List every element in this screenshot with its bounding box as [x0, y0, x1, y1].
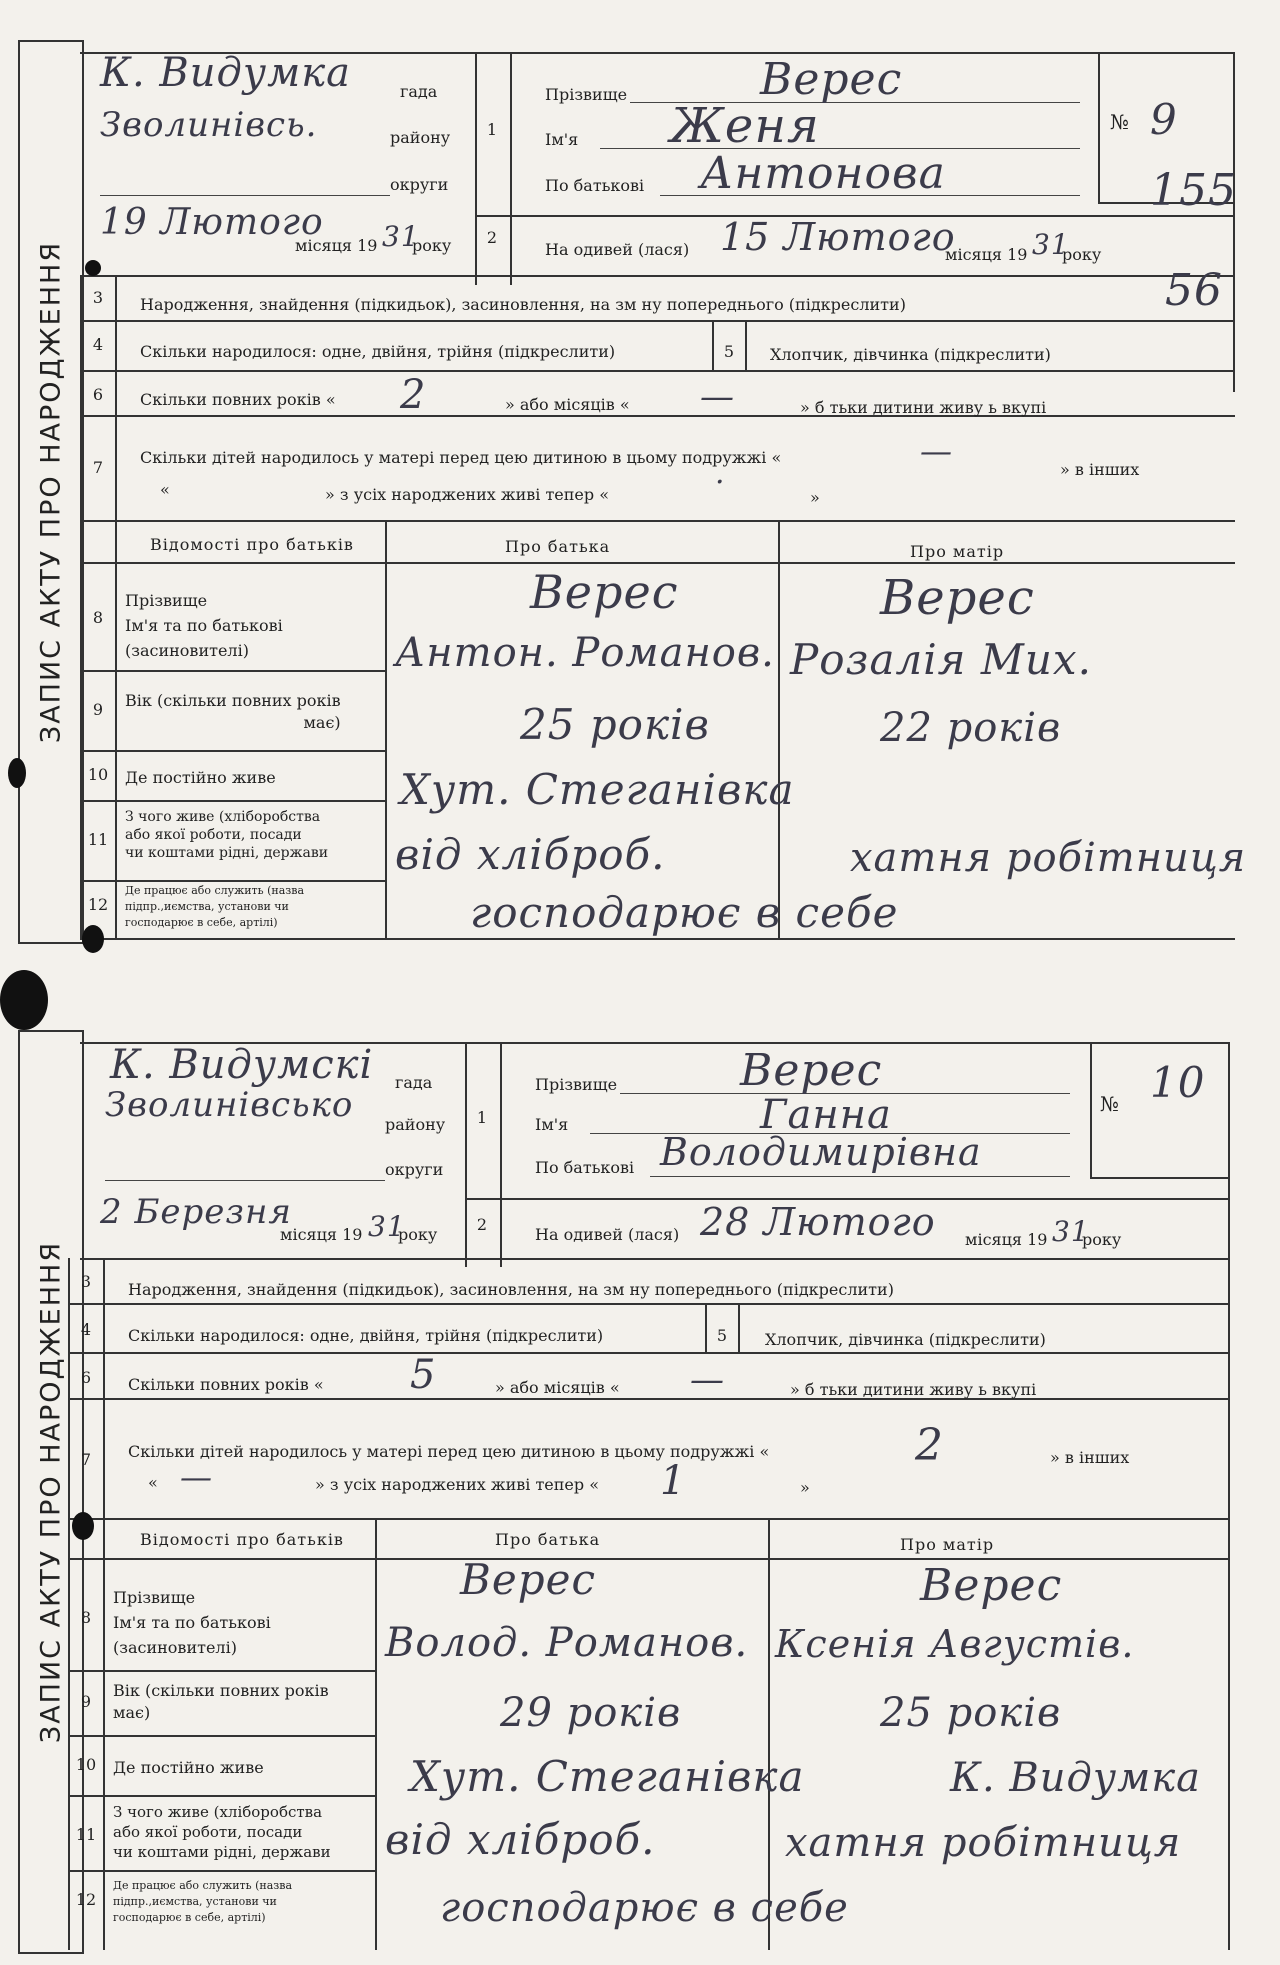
label-no: № — [1100, 1092, 1119, 1116]
ink-blot — [72, 1512, 94, 1540]
label-imia: Ім'я — [535, 1115, 569, 1134]
r9-label: Вік (скільки повних років має) — [125, 691, 341, 732]
father-surname: Верес — [460, 1555, 596, 1604]
row7-b: » в інших — [1050, 1448, 1130, 1467]
label-po-batkovi: По батькові — [535, 1158, 635, 1177]
margin-note-1: 155 — [1150, 165, 1237, 216]
mother-age: 25 років — [880, 1690, 1062, 1736]
alive-now: 1 — [660, 1458, 687, 1504]
birth-record-form-9 — [0, 40, 1280, 940]
reg-date: 2 Березня — [100, 1192, 292, 1232]
col-father-header: Про батька — [505, 537, 611, 556]
label-gada: гада — [400, 82, 438, 101]
label-raionu: району — [385, 1115, 446, 1134]
row5-text: Хлопчик, дівчинка (підкреслити) — [770, 345, 1051, 364]
row-9-number: 9 — [92, 700, 104, 719]
row-1-number: 1 — [486, 120, 498, 139]
row3-text: Народження, знайдення (підкидьок), засиновлення, на зм ну попереднього (підкреслити) — [128, 1280, 894, 1299]
row7-a: Скільки дітей народилось у матері перед цею дитиною в цьому подружжі « — [128, 1442, 770, 1461]
father-work: господарює в себе — [470, 888, 899, 937]
patronymic: Антонова — [700, 148, 946, 199]
row7-c: « — [160, 480, 170, 499]
row-11-number: 11 — [87, 830, 109, 849]
r10-label: Де постійно живе — [125, 768, 276, 787]
record-number: 9 — [1150, 95, 1178, 144]
birth-date: 15 Лютого — [720, 215, 956, 259]
row6-b: » або місяців « — [495, 1378, 620, 1397]
reg-year: 31 — [368, 1210, 406, 1243]
row5-text: Хлопчик, дівчинка (підкреслити) — [765, 1330, 1046, 1349]
r11-label: З чого живе (хліборобства або якої роботи, посади чи коштами рідні, держави — [113, 1803, 331, 1861]
sidebar — [18, 1030, 84, 1954]
years: 2 — [400, 372, 427, 418]
birth-year: 31 — [1052, 1215, 1090, 1248]
label-gada: гада — [395, 1073, 433, 1092]
row7-e: » — [800, 1478, 810, 1497]
row6-c: » б тьки дитини живу ь вкупі — [790, 1380, 1037, 1399]
place-line2: Зволинівсько — [105, 1085, 354, 1125]
row-7-number: 7 — [80, 1450, 92, 1469]
place-line1: К. Видумка — [100, 50, 351, 96]
row6-b: » або місяців « — [505, 395, 630, 414]
label-okrugy: округи — [385, 1160, 444, 1179]
row-6-number: 6 — [80, 1368, 92, 1387]
label-raionu: району — [390, 128, 451, 147]
margin-note-2: 56 — [1165, 265, 1223, 316]
row7-d: » з усіх народжених живі тепер « — [325, 485, 610, 504]
row-4-number: 4 — [80, 1320, 92, 1339]
record-number: 10 — [1150, 1058, 1206, 1107]
place-line2: Зволинівсь. — [100, 105, 318, 145]
row7-b: » в інших — [1060, 460, 1140, 479]
father-name: Антон. Романов. — [395, 630, 775, 676]
label-po-batkovi: По батькові — [545, 176, 645, 195]
ink-blot — [82, 925, 104, 953]
mother-income: хатня робітниця — [785, 1820, 1182, 1866]
r8-label: Прізвище Ім'я та по батькові (засиновителі) — [113, 1588, 271, 1657]
mother-name: Розалія Мих. — [790, 635, 1092, 684]
label-misiatsia: місяця 19 — [280, 1225, 363, 1244]
row-3-number: 3 — [92, 288, 104, 307]
label-na-odyviei: На одивей (лася) — [535, 1225, 680, 1244]
label-prizvyshche: Прізвище — [545, 85, 628, 104]
row-11-number: 11 — [75, 1825, 97, 1844]
father-work: господарює в себе — [440, 1885, 849, 1931]
col-info-header: Відомості про батьків — [140, 1530, 344, 1549]
col-mother-header: Про матір — [900, 1535, 995, 1554]
label-misiatsia: місяця 19 — [295, 236, 378, 255]
birth-date: 28 Лютого — [700, 1200, 936, 1244]
label-roku-2: року — [1082, 1230, 1122, 1249]
birth-year: 31 — [1032, 228, 1070, 261]
row-8-number: 8 — [80, 1608, 92, 1627]
row-5-number: 5 — [716, 1326, 728, 1345]
months: — — [700, 377, 735, 417]
label-prizvyshche: Прізвище — [535, 1075, 618, 1094]
mother-age: 22 років — [880, 705, 1062, 751]
ink-blot — [0, 970, 48, 1030]
alive-now: · — [715, 465, 726, 500]
children-other: — — [180, 1458, 213, 1496]
row-10-number: 10 — [75, 1755, 97, 1774]
row7-c: « — [148, 1473, 158, 1492]
father-income: від хліброб. — [385, 1815, 656, 1864]
row-2-number: 2 — [486, 228, 498, 247]
label-okrugy: округи — [390, 175, 449, 194]
father-surname: Верес — [530, 565, 679, 619]
row6-c: » б тьки дитини живу ь вкупі — [800, 398, 1047, 417]
r11-label: З чого живе (хліборобства або якої роботи, посади чи коштами рідні, держави — [125, 809, 329, 861]
row6-a: Скільки повних років « — [128, 1375, 324, 1394]
row-8-number: 8 — [92, 608, 104, 627]
row4-text: Скільки народилося: одне, двійня, трійня (підкреслити) — [128, 1326, 604, 1345]
father-name: Волод. Романов. — [385, 1620, 749, 1666]
given-name: Женя — [670, 98, 820, 154]
father-income: від хліброб. — [395, 830, 666, 879]
col-mother-header: Про матір — [910, 542, 1005, 561]
row7-e: » — [810, 488, 820, 507]
sidebar-title: ЗАПИС АКТУ ПРО НАРОДЖЕННЯ — [35, 1240, 67, 1744]
label-roku: року — [412, 236, 452, 255]
r10-label: Де постійно живе — [113, 1758, 264, 1777]
father-age: 25 років — [520, 700, 710, 749]
place-line1: К. Видумскі — [110, 1042, 374, 1088]
reg-date: 19 Лютого — [100, 202, 324, 243]
label-misiatsia-2: місяця 19 — [965, 1230, 1048, 1249]
mother-residence: К. Видумка — [950, 1755, 1201, 1801]
label-imia: Ім'я — [545, 130, 579, 149]
r12-label: Де працює або служить (назва підпр.,иємства, установи чи господарює в себе, артілі) — [125, 884, 305, 929]
ink-blot — [85, 260, 101, 276]
ink-blot — [8, 758, 26, 788]
row3-text: Народження, знайдення (підкидьок), засиновлення, на зм ну попереднього (підкреслити) — [140, 295, 906, 314]
row-2-number: 2 — [476, 1215, 488, 1234]
children-before: 2 — [915, 1420, 944, 1471]
row-5-number: 5 — [723, 342, 735, 361]
r9-label: Вік (скільки повних років має) — [113, 1681, 329, 1722]
months: — — [690, 1360, 725, 1400]
given-name: Ганна — [760, 1092, 892, 1138]
row-12-number: 12 — [75, 1890, 97, 1909]
label-na-odyviei: На одивей (лася) — [545, 240, 690, 259]
mother-name: Ксенія Августів. — [775, 1622, 1135, 1666]
label-misiatsia-2: місяця 19 — [945, 245, 1028, 264]
row7-d: » з усіх народжених живі тепер « — [315, 1475, 600, 1494]
label-roku: року — [398, 1225, 438, 1244]
sidebar — [18, 40, 84, 944]
row-4-number: 4 — [92, 335, 104, 354]
col-father-header: Про батька — [495, 1530, 601, 1549]
years: 5 — [410, 1352, 437, 1398]
row-6-number: 6 — [92, 385, 104, 404]
row-3-number: 3 — [80, 1272, 92, 1291]
father-age: 29 років — [500, 1690, 682, 1736]
birth-record-form-10 — [0, 1030, 1280, 1950]
col-info-header: Відомості про батьків — [150, 535, 354, 554]
mother-income: хатня робітниця — [850, 835, 1247, 881]
row7-a: Скільки дітей народилось у матері перед цею дитиною в цьому подружжі « — [140, 448, 782, 467]
patronymic: Володимирівна — [660, 1130, 982, 1174]
surname: Верес — [760, 54, 903, 105]
row6-a: Скільки повних років « — [140, 390, 336, 409]
r8-label: Прізвище Ім'я та по батькові (засиновителі) — [125, 591, 283, 660]
children-before: — — [920, 432, 953, 470]
row-9-number: 9 — [80, 1692, 92, 1711]
label-roku-2: року — [1062, 245, 1102, 264]
father-residence: Хут. Стеганівка — [400, 765, 795, 814]
mother-surname: Верес — [920, 1560, 1063, 1611]
reg-year: 31 — [382, 220, 420, 253]
father-residence: Хут. Стеганівка — [410, 1752, 805, 1801]
row4-text: Скільки народилося: одне, двійня, трійня (підкреслити) — [140, 342, 616, 361]
sidebar-title: ЗАПИС АКТУ ПРО НАРОДЖЕННЯ — [35, 240, 67, 744]
r12-label: Де працює або служить (назва підпр.,иємства, установи чи господарює в себе, артілі) — [113, 1879, 293, 1924]
row-1-number: 1 — [476, 1108, 488, 1127]
row-10-number: 10 — [87, 765, 109, 784]
surname: Верес — [740, 1045, 883, 1096]
mother-surname: Верес — [880, 570, 1035, 626]
label-no: № — [1110, 110, 1129, 134]
row-12-number: 12 — [87, 895, 109, 914]
row-7-number: 7 — [92, 458, 104, 477]
